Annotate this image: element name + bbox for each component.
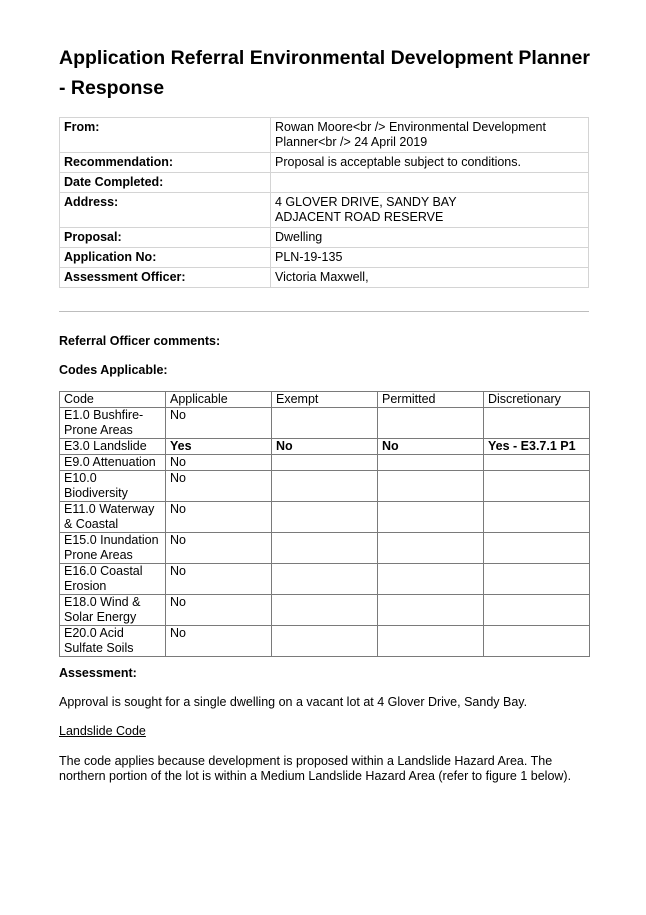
detail-value: Victoria Maxwell,	[271, 268, 589, 288]
address-line-2: ADJACENT ROAD RESERVE	[275, 210, 444, 224]
detail-label: Address:	[60, 193, 271, 228]
applicable-cell: No	[166, 471, 272, 502]
code-cell: E9.0 Attenuation	[60, 455, 166, 471]
landslide-code-link[interactable]: Landslide Code	[59, 724, 146, 738]
application-details-table	[59, 117, 589, 288]
exempt-cell	[272, 595, 378, 626]
detail-value	[271, 173, 589, 193]
table-row	[60, 533, 590, 564]
table-row	[60, 626, 590, 657]
detail-row-recommendation	[60, 153, 589, 173]
detail-row-assessment-officer	[60, 268, 589, 288]
permitted-cell	[378, 455, 484, 471]
detail-value: PLN-19-135	[271, 248, 589, 268]
assessment-paragraph: Approval is sought for a single dwelling on a vacant lot at 4 Glover Drive, Sandy Bay.	[59, 695, 528, 709]
permitted-cell	[378, 533, 484, 564]
exempt-cell	[272, 533, 378, 564]
table-row	[60, 471, 590, 502]
document-title: Application Referral Environmental Development Planner - Response	[59, 47, 590, 99]
table-row	[60, 564, 590, 595]
table-row	[60, 439, 590, 455]
discretionary-cell	[484, 595, 590, 626]
discretionary-cell	[484, 408, 590, 439]
detail-label: Date Completed:	[60, 173, 271, 193]
discretionary-cell	[484, 533, 590, 564]
exempt-cell	[272, 502, 378, 533]
applicable-cell: No	[166, 455, 272, 471]
table-row	[60, 408, 590, 439]
discretionary-cell	[484, 455, 590, 471]
assessment-heading: Assessment:	[59, 666, 137, 680]
detail-value: Rowan Moore<br /> Environmental Development Planner<br /> 24 April 2019	[271, 118, 589, 153]
discretionary-cell	[484, 564, 590, 595]
exempt-cell	[272, 455, 378, 471]
detail-label: Proposal:	[60, 228, 271, 248]
exempt-cell: No	[272, 439, 378, 455]
exempt-cell	[272, 564, 378, 595]
detail-row-address	[60, 193, 589, 228]
detail-label: From:	[60, 118, 271, 153]
detail-label: Recommendation:	[60, 153, 271, 173]
column-header: Permitted	[378, 392, 484, 408]
landslide-paragraph: The code applies because development is proposed within a Landslide Hazard Area. The northern portion of the lot is within a Medium Landslide Hazard Area (refer to figure 1 below).	[59, 754, 572, 783]
detail-row-from	[60, 118, 589, 153]
discretionary-cell	[484, 502, 590, 533]
code-cell: E16.0 Coastal Erosion	[60, 564, 166, 595]
applicable-cell: No	[166, 502, 272, 533]
codes-applicable-table	[59, 391, 590, 657]
code-cell: E1.0 Bushfire-Prone Areas	[60, 408, 166, 439]
address-line-1: 4 GLOVER DRIVE, SANDY BAY	[275, 195, 457, 209]
table-row	[60, 595, 590, 626]
detail-value: Proposal is acceptable subject to conditions.	[271, 153, 589, 173]
column-header: Discretionary	[484, 392, 590, 408]
column-header: Exempt	[272, 392, 378, 408]
permitted-cell	[378, 626, 484, 657]
permitted-cell	[378, 408, 484, 439]
exempt-cell	[272, 626, 378, 657]
permitted-cell	[378, 564, 484, 595]
exempt-cell	[272, 471, 378, 502]
applicable-cell: No	[166, 408, 272, 439]
discretionary-cell: Yes - E3.7.1 P1	[484, 439, 590, 455]
applicable-cell: Yes	[166, 439, 272, 455]
permitted-cell: No	[378, 439, 484, 455]
referral-comments-heading: Referral Officer comments:	[59, 334, 221, 348]
detail-label: Application No:	[60, 248, 271, 268]
applicable-cell: No	[166, 626, 272, 657]
detail-label: Assessment Officer:	[60, 268, 271, 288]
code-cell: E18.0 Wind & Solar Energy	[60, 595, 166, 626]
detail-row-date-completed	[60, 173, 589, 193]
discretionary-cell	[484, 471, 590, 502]
code-cell: E3.0 Landslide	[60, 439, 166, 455]
permitted-cell	[378, 502, 484, 533]
codes-header-row	[60, 392, 590, 408]
code-cell: E11.0 Waterway & Coastal	[60, 502, 166, 533]
column-header: Applicable	[166, 392, 272, 408]
discretionary-cell	[484, 626, 590, 657]
detail-row-application-no	[60, 248, 589, 268]
applicable-cell: No	[166, 564, 272, 595]
codes-applicable-heading: Codes Applicable:	[59, 363, 168, 377]
column-header: Code	[60, 392, 166, 408]
code-cell: E20.0 Acid Sulfate Soils	[60, 626, 166, 657]
detail-value: Dwelling	[271, 228, 589, 248]
table-row	[60, 502, 590, 533]
permitted-cell	[378, 595, 484, 626]
detail-value	[271, 193, 589, 228]
code-cell: E15.0 Inundation Prone Areas	[60, 533, 166, 564]
table-row	[60, 455, 590, 471]
horizontal-divider	[59, 311, 589, 312]
code-cell: E10.0 Biodiversity	[60, 471, 166, 502]
applicable-cell: No	[166, 533, 272, 564]
exempt-cell	[272, 408, 378, 439]
detail-row-proposal	[60, 228, 589, 248]
permitted-cell	[378, 471, 484, 502]
applicable-cell: No	[166, 595, 272, 626]
